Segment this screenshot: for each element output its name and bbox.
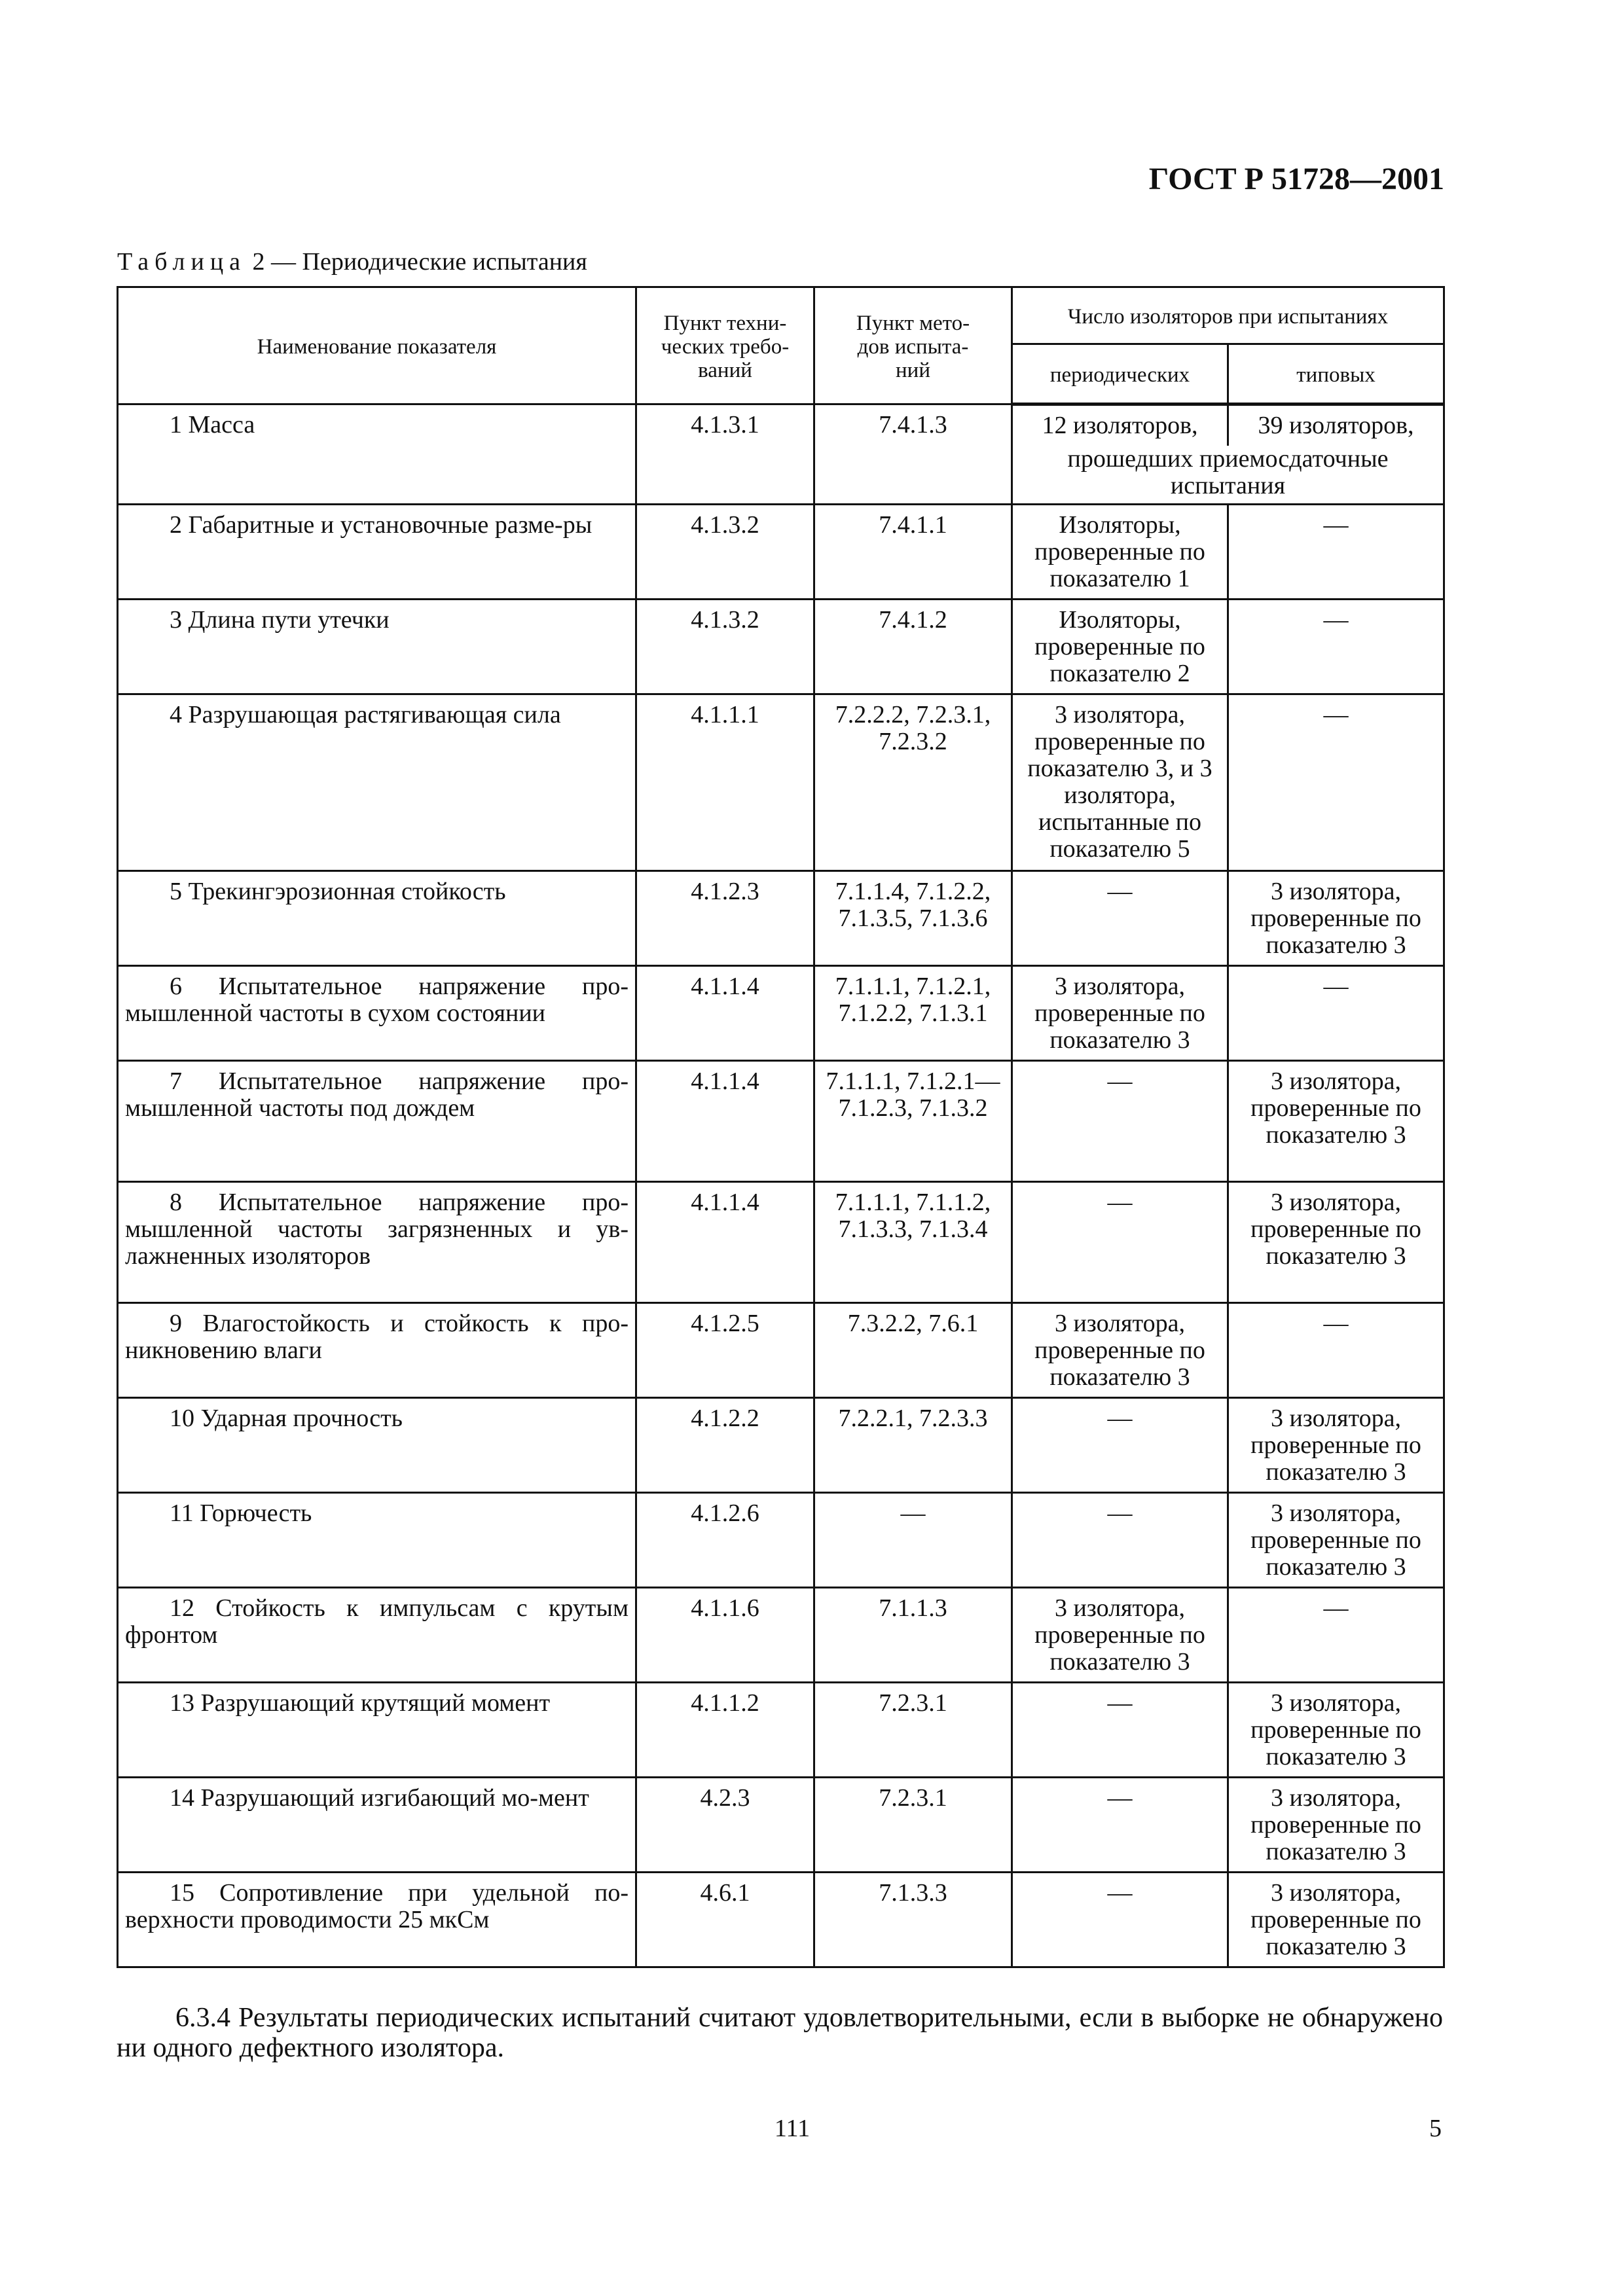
row-name	[118, 1182, 636, 1303]
table-caption-prefix: Таблица	[117, 248, 247, 276]
row-name	[118, 1873, 636, 1967]
row-name-text: Испытательное напряжение про-мышленной частоты загрязненных и ув-лажненных изоляторов	[125, 1189, 629, 1270]
row-periodic: —	[1012, 1398, 1228, 1493]
row-tech: 4.6.1	[636, 1873, 814, 1967]
row-name-text: Стойкость к импульсам с крутым фронтом	[125, 1594, 629, 1649]
table-row	[118, 1398, 1444, 1493]
row-method: 7.4.1.2	[814, 600, 1012, 694]
row-tech: 4.1.3.2	[636, 600, 814, 694]
row-name	[118, 1303, 636, 1398]
row-tech: 4.1.1.4	[636, 1061, 814, 1182]
row-method: 7.1.1.1, 7.1.1.2, 7.1.3.3, 7.1.3.4	[814, 1182, 1012, 1303]
row-periodic: —	[1012, 1683, 1228, 1778]
row-type: —	[1228, 600, 1444, 694]
table-row	[118, 505, 1444, 600]
row-tech: 4.1.3.1	[636, 404, 814, 505]
row-periodic: 3 изолятора, проверенные по показателю 3	[1012, 966, 1228, 1061]
row-type: 3 изолятора, проверенные по показателю 3	[1228, 871, 1444, 966]
row-name-text: Разрушающий изгибающий мо-мент	[200, 1784, 589, 1812]
table-row	[118, 1182, 1444, 1303]
paragraph-text: 6.3.4 Результаты периодических испытаний считают удовлетворительными, если в выборке не обнаружено ни одного дефектного изолятора.	[117, 2003, 1443, 2063]
table-row	[118, 1683, 1444, 1778]
table-caption	[117, 247, 587, 276]
row-name-text: Влагостойкость и стойкость к про-никновению влаги	[125, 1310, 629, 1364]
row-periodic: Изоляторы, проверенные по показателю 2	[1012, 600, 1228, 694]
row-name	[118, 1493, 636, 1588]
table-row	[118, 966, 1444, 1061]
header-type-tests: типовых	[1228, 344, 1444, 404]
row-method: 7.2.2.2, 7.2.3.1, 7.2.3.2	[814, 694, 1012, 871]
row-type: —	[1228, 966, 1444, 1061]
header-name: Наименование показателя	[118, 287, 636, 404]
table-row	[118, 1303, 1444, 1398]
row-name-text: Горючесть	[200, 1499, 312, 1527]
row-number: 10	[170, 1405, 194, 1432]
row-periodic: —	[1012, 1061, 1228, 1182]
row-name	[118, 1778, 636, 1873]
row-number: 6	[170, 973, 182, 1000]
row-type: —	[1228, 694, 1444, 871]
header-test-methods: Пункт мето- дов испыта- ний	[814, 287, 1012, 404]
row-name-text: Масса	[188, 411, 255, 439]
row-name	[118, 1683, 636, 1778]
row-name	[118, 966, 636, 1061]
row-name-text: Разрушающий крутящий момент	[200, 1689, 551, 1717]
row-number: 13	[170, 1689, 194, 1717]
row-tech: 4.1.1.4	[636, 966, 814, 1061]
row-periodic: 3 изолятора, проверенные по показателю 3, и 3 изолятора, испытанные по показателю 5	[1012, 694, 1228, 871]
row-tech: 4.1.2.3	[636, 871, 814, 966]
row-periodic: —	[1012, 1493, 1228, 1588]
row-tech: 4.1.1.4	[636, 1182, 814, 1303]
row-name	[118, 1398, 636, 1493]
row-name	[118, 600, 636, 694]
row-number: 12	[170, 1594, 194, 1622]
table-row	[118, 694, 1444, 871]
table-caption-title: 2 — Периодические испытания	[246, 248, 587, 276]
row-periodic: —	[1012, 1873, 1228, 1967]
paragraph-6-3-4	[117, 2003, 1443, 2063]
row-number: 11	[170, 1499, 194, 1527]
row-type: —	[1228, 505, 1444, 600]
row-name	[118, 694, 636, 871]
row-periodic: —	[1012, 1778, 1228, 1873]
row-method: 7.2.3.1	[814, 1778, 1012, 1873]
row-periodic: —	[1012, 1182, 1228, 1303]
row-name	[118, 871, 636, 966]
row-method: 7.1.1.1, 7.1.2.1—7.1.2.3, 7.1.3.2	[814, 1061, 1012, 1182]
row-tech: 4.2.3	[636, 1778, 814, 1873]
row-type: 3 изолятора, проверенные по показателю 3	[1228, 1182, 1444, 1303]
row-type: 3 изолятора, проверенные по показателю 3	[1228, 1873, 1444, 1967]
periodic-tests-table	[117, 286, 1445, 1968]
row-method: 7.2.3.1	[814, 1683, 1012, 1778]
table-row	[118, 1778, 1444, 1873]
table-row	[118, 600, 1444, 694]
row-type: —	[1228, 1588, 1444, 1683]
row-type: 3 изолятора, проверенные по показателю 3	[1228, 1778, 1444, 1873]
row-name-text: Длина пути утечки	[188, 606, 390, 634]
row-name-text: Испытательное напряжение про-мышленной частоты в сухом состоянии	[125, 973, 629, 1027]
table-row	[118, 404, 1444, 446]
row-number: 14	[170, 1784, 194, 1812]
row-method: 7.3.2.2, 7.6.1	[814, 1303, 1012, 1398]
row-type: 3 изолятора, проверенные по показателю 3	[1228, 1683, 1444, 1778]
row-tech: 4.1.2.6	[636, 1493, 814, 1588]
row-tech: 4.1.2.2	[636, 1398, 814, 1493]
row-periodic: —	[1012, 871, 1228, 966]
row-number: 2	[170, 511, 182, 539]
row-type: —	[1228, 1303, 1444, 1398]
header-tech-req: Пункт техни- ческих требо- ваний	[636, 287, 814, 404]
row-tech: 4.1.2.5	[636, 1303, 814, 1398]
row-tech: 4.1.1.2	[636, 1683, 814, 1778]
row-type: 3 изолятора, проверенные по показателю 3	[1228, 1493, 1444, 1588]
row-periodic: 12 изоляторов,	[1012, 404, 1228, 446]
row-name-text: Разрушающая растягивающая сила	[188, 701, 561, 728]
row-tech: 4.1.1.6	[636, 1588, 814, 1683]
row-tech: 4.1.3.2	[636, 505, 814, 600]
row-type: 3 изолятора, проверенные по показателю 3	[1228, 1061, 1444, 1182]
row-number: 3	[170, 606, 182, 634]
row-name-text: Испытательное напряжение про-мышленной частоты под дождем	[125, 1067, 629, 1122]
page-number-right: 5	[1429, 2115, 1442, 2142]
row-name	[118, 505, 636, 600]
table-row	[118, 1873, 1444, 1967]
row-method: —	[814, 1493, 1012, 1588]
row-name-text: Трекингэрозионная стойкость	[188, 878, 506, 905]
row-number: 9	[170, 1310, 182, 1337]
row-number: 5	[170, 878, 182, 905]
row-method: 7.1.1.3	[814, 1588, 1012, 1683]
row-name	[118, 404, 636, 505]
row-number: 4	[170, 701, 182, 728]
row-method: 7.2.2.1, 7.2.3.3	[814, 1398, 1012, 1493]
row-name-text: Ударная прочность	[200, 1405, 403, 1432]
row-name-text: Габаритные и установочные разме-ры	[188, 511, 593, 539]
row-tech: 4.1.1.1	[636, 694, 814, 871]
row-method: 7.1.1.4, 7.1.2.2, 7.1.3.5, 7.1.3.6	[814, 871, 1012, 966]
row-periodic: 3 изолятора, проверенные по показателю 3	[1012, 1588, 1228, 1683]
row-method: 7.1.1.1, 7.1.2.1, 7.1.2.2, 7.1.3.1	[814, 966, 1012, 1061]
row-name	[118, 1588, 636, 1683]
row-type: 39 изоляторов,	[1228, 404, 1444, 446]
row-number: 8	[170, 1189, 182, 1216]
row-periodic: 3 изолятора, проверенные по показателю 3	[1012, 1303, 1228, 1398]
table-row	[118, 1493, 1444, 1588]
row-number: 7	[170, 1067, 182, 1095]
row-number: 15	[170, 1879, 194, 1907]
table-row	[118, 871, 1444, 966]
row-method: 7.4.1.3	[814, 404, 1012, 505]
row-name	[118, 1061, 636, 1182]
row-name-text: Сопротивление при удельной по-верхности проводимости 25 мкСм	[125, 1879, 629, 1933]
row-type: 3 изолятора, проверенные по показателю 3	[1228, 1398, 1444, 1493]
header-insulator-count: Число изоляторов при испытаниях	[1012, 287, 1444, 344]
row-merged-note: прошедших приемосдаточные испытания	[1012, 446, 1444, 505]
row-number: 1	[170, 411, 182, 439]
row-method: 7.1.3.3	[814, 1873, 1012, 1967]
page-number-center: 111	[774, 2115, 811, 2142]
table-row	[118, 1061, 1444, 1182]
row-periodic: Изоляторы, проверенные по показателю 1	[1012, 505, 1228, 600]
table-row	[118, 1588, 1444, 1683]
row-method: 7.4.1.1	[814, 505, 1012, 600]
header-periodic: периодических	[1012, 344, 1228, 404]
document-code: ГОСТ Р 51728—2001	[1148, 162, 1444, 196]
